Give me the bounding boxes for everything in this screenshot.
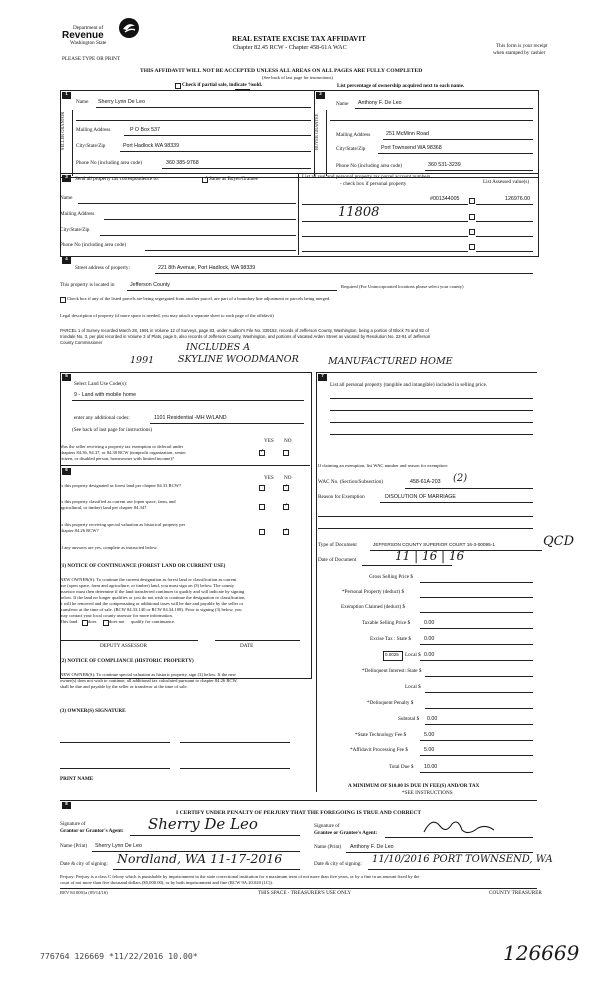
parcel-number[interactable]: #001344005 — [430, 196, 460, 202]
total-due-value[interactable]: 10.00 — [424, 764, 438, 770]
section-8-badge: 8 — [62, 802, 71, 809]
does-not-label: does not — [109, 619, 125, 624]
receipt-note-1: This form is your receipt — [496, 43, 548, 49]
buyer-name-label: Name — [336, 101, 349, 107]
grantor-sig-label-2: Grantor or Grantor's Agent: — [60, 828, 124, 834]
owner-signature-label: (3) OWNER(S) SIGNATURE — [60, 708, 126, 714]
deputy-date-label: DATE — [240, 643, 254, 649]
dept-line2: Revenue — [62, 30, 104, 41]
notice-continuance-title: (1) NOTICE OF CONTINUANCE (FOREST LAND OR CURRENT USE) — [60, 563, 226, 569]
treasurer-space-label: THIS SPACE - TREASURER'S USE ONLY — [258, 890, 352, 896]
corr-city-label: City/State/Zip — [60, 227, 90, 233]
gross-label: Gross Selling Price $ — [369, 574, 413, 580]
located-label: This property is located in — [60, 282, 115, 288]
minimum-due-note: A MINIMUM OF $10.00 IS DUE IN FEE(S) AND/OR TAX — [348, 783, 480, 789]
exemption-no-checkbox[interactable] — [283, 450, 289, 456]
perjury-line-2: court of not more than five thousand dollars ($5,000.00), or by both imprisonment and fine (RCW 9A.20.020 (1C)). — [60, 880, 274, 885]
d-yes-header: YES — [264, 475, 274, 481]
taxable-value[interactable]: 0.00 — [424, 620, 435, 626]
county-treasurer-label: COUNTY TREASURER — [489, 890, 542, 896]
see-instructions-note: *SEE INSTRUCTIONS — [402, 790, 453, 796]
grantee-sig-label-1: Signature of — [314, 823, 340, 829]
notice2-p1: NEW OWNER(S): To continue special valuation as historic property, sign (3) below. If the new — [60, 672, 236, 677]
street-label: Street address of property: — [75, 265, 130, 271]
legal-note: Legal description of property (if more space is needed, you may attach a separate sheet to each page of the affidavit) — [60, 313, 274, 318]
required-note: Required (For Unincorporated locations please select your county) — [341, 284, 464, 289]
additional-codes-label: enter any additional codes: — [74, 415, 130, 421]
seller-name-label: Name — [76, 99, 89, 105]
seller-phone[interactable]: 360 385-9768 — [166, 160, 199, 166]
assessed-header: List Assessed value(s) — [483, 179, 530, 185]
q-yes-header: YES — [264, 438, 274, 444]
doc-type-label: Type of Document — [318, 542, 357, 548]
qualify-label: qualify for continuance. — [131, 619, 176, 624]
notice1-p2: use (open space, farm and agriculture, or timber) land, you must sign on (3) below. The county — [60, 583, 235, 588]
total-due-label: Total Due $ — [389, 764, 414, 770]
section-4-badge: 4 — [62, 257, 71, 264]
historic-yes-checkbox[interactable] — [259, 529, 265, 535]
county-select[interactable]: Jefferson County — [130, 282, 170, 288]
notice1-p1: NEW OWNER(S): To continue the current designation as forest land or classification as current — [60, 577, 237, 582]
exemption-deduct-label: Exemption Claimed (deduct) $ — [341, 604, 406, 610]
additional-codes[interactable]: 1101 Residential -MH W/LAND — [154, 415, 227, 421]
current-use-q-line1: Is this property classified as current use (open space, farm, and — [60, 499, 176, 504]
sold-label: sold. — [252, 82, 263, 88]
land-use-code[interactable]: 9 - Land with mobile home — [74, 392, 137, 398]
grantor-name-print-label: Name (Print) — [60, 843, 88, 849]
perjury-line-1: Perjury: Perjury is a class C felony which is punishable by imprisonment in the state correctional institution for a maximum term of not more than five years, or by a fine in an amount fixed by the — [60, 874, 420, 879]
legal-line-3: County Commissioner — [60, 340, 103, 345]
this-land-label: This land — [60, 619, 78, 624]
recording-stamp: 776764 126669 *11/22/2016 10.00* — [40, 951, 198, 961]
current-use-yes-checkbox[interactable] — [259, 504, 265, 510]
excise-state-label: Excise Tax : State $ — [370, 636, 412, 642]
notice1-p4: below. If the land no longer qualifies or you do not wish to continue the designation or classification, — [60, 595, 246, 600]
list-percentage-note: List percentage of ownership acquired next to each name. — [337, 83, 465, 89]
same-as-buyer-label: Same as Buyer/Grantee — [209, 176, 258, 182]
personal-property-label: List all personal property (tangible and intangible) included in selling price. — [330, 382, 488, 388]
exemption-note: If claiming an exemption, list WAC number and reason for exemption: — [318, 463, 448, 468]
print-name-label: PRINT NAME — [60, 776, 94, 782]
handwritten-manufactured: MANUFACTURED HOME — [328, 356, 453, 367]
section-7-badge: 7 — [318, 374, 327, 381]
state-tech-fee-value[interactable]: 5.00 — [424, 732, 435, 738]
state-tech-fee-label: *State Technology Fee $ — [355, 732, 407, 738]
parcel-header-1: List all real and personal property tax parcel account numbers — [302, 174, 431, 180]
deputy-assessor-label: DEPUTY ASSESSOR — [100, 643, 147, 649]
buyer-side-label: BUYER GRANTEE — [314, 113, 319, 150]
handwritten-year: 1991 — [130, 355, 155, 366]
q-no-header: NO — [284, 438, 292, 444]
section-6-badge: 6 — [62, 468, 71, 475]
exemption-q-line2: chapters 84.36, 84.37, or 84.38 RCW (nonprofit organization, senior — [60, 450, 186, 455]
parcel-checkbox-2[interactable] — [469, 214, 475, 220]
wac-label: WAC No. (Section/Subsection) — [318, 479, 383, 485]
forest-yes-checkbox[interactable] — [259, 485, 265, 491]
seller-name[interactable]: Sherry Lynn De Leo — [98, 99, 145, 105]
buyer-city[interactable]: Port Townsend WA 98368 — [381, 145, 442, 151]
parcel-checkbox-4[interactable] — [469, 244, 475, 250]
buyer-phone[interactable]: 360 531-3239 — [428, 162, 461, 168]
affidavit-page: Department of Revenue Washington State PLEASE TYPE OR PRINT REAL ESTATE EXCISE TAX AFFIDAVIT Chapter 82.45 RCW - Chapter 458-61A WAC This form is your receipt when stamped by cashier THIS AFFIDAVIT WILL NOT BE ACCEPTED UNLESS ALL AREAS ON ALL PAGES ARE FULLY COMPLETED (See back of last page for instructions) Check if partial sale, indicate % sold. List percentage of ownership acquired next to each name. 1 SELLER GRANTOR Name Sherry Lynn De Leo Mailing Address P O Box 537 City/State/Zip Port Hadlock WA 98339 Phone No (including area code) 360 385-9768 2 BUYER GRANTEE Name Anthony F. De Leo Mailing Address 251 McMinn Road City/State/Zip Port Townsend WA 98368 Phone No (including area code) 360 531-3239 3 Send all property tax correspondence to: ✓ Same as Buyer/Grantee Name Mailing Address City/State/Zip Phone No (including area code) List all real and personal property tax parcel account numbers - check box if personal property List Assessed value(s) #001344005 126976.00 11808 4 Street address of property: 221 8th Avenue, Port Hadlock, WA 98339 This property is located in Jefferson County Required (For Unincorporated locations please select your county) Check box if any of the listed parcels are being segregated from another parcel, are part of a boundary line adjustment or parcels being merged. Legal description of property (if more space is needed, you may attach a separate sheet to each page of the affidavit) PARCEL 1 of Survey recorded March 28, 1991 in Volume 12 of Surveys, page 83, under Auditor's File No. 339152, records of Jefferson County, Washington, being a portion of Block 75 and 82 of Irondale No. 3, per plat recorded in Volume 3 of Plats, page 5, also records of Jefferson County, Washington, and portions of vacated Arden Street as vacated by Resolution No. 22-91 of Jefferson County Commissioner INCLUDES A 1991 SKYLINE WOODMANOR MANUFACTURED HOME 5 Select Land Use Code(s): 9 - Land with mobile home enter any additional codes: 1101 Residential -MH W/LAND (See back of last page for instructions) YES NO Was the seller receiving a property tax exemption or deferral under chapters 84.36, 84.37, or 84.38 RCW (nonprofit organization, senior citizen, or disabled person, homeowner with limited income)? ✓ 6 YES NO Is this property designated as forest land per chapter 84.33 RCW? ✓ Is this property classified as current use (open space, farm, and agricultural, or timber) land per chapter 84.34? ✓ Is this property receiving special valuation as historical property per chapter 84.26 RCW? ✓ If any answers are yes, complete as instructed below. (1) NOTICE OF CONTINUANCE (FOREST LAND OR CURRENT USE) NEW OWNER(S): To continue the current designation as forest land or classification as current use (open space, farm and agriculture, or timber) land, you must sign on (3) below. The county assessor must then determine if the land transferred continues to qualify and will indicate by signing below. If the land no longer qualifies or you do not wish to continue the designation or classification, it will be removed and the compensating or additional taxes will be due and payable by the seller or transferor at the time of sale. (RCW 84.33.140 or RCW 84.34.108). Prior to signing (3) below, you may contact your local county assessor for more information. This land does does not qualify for continuance. DEPUTY ASSESSOR DATE (2) NOTICE OF COMPLIANCE (HISTORIC PROPERTY) NEW OWNER(S): To continue special valuation as historic property, sign (3) below. If the new owner(s) does not wish to continue, all additional tax calculated pursuant to chapter 84.26 RCW, shall be due and payable by the seller or transferor at the time of sale. (3) OWNER(S) SIGNATURE PRINT NAME 7 List all personal property (tangible and intangible) included in selling price. If claiming an exemption, list WAC number and reason for exemption: WAC No. (Section/Subsection) 458-61A-203 (2) Reason for Exemption DISOLUTION OF MARRIAGE Type of Document JEFFERSON COUNTY SUPERIOR COURT 16-3-00095-1 QCD Date of Document 11 | 16 | 16 Gross Selling Price $ *Personal Property (deduct) $ Exemption Claimed (deduct) $ Taxable Selling Price $ 0.00 Excise Tax : State $ 0.00 0.0025 Local $ 0.00 *Delinquent Interest: State $ Local $ *Delinquent Penalty $ Subtotal $ 0.00 *State Technology Fee $ 5.00 *Affidavit Processing Fee $ 5.00 Total Due $ 10.00 A MINIMUM OF $10.00 IS DUE IN FEE(S) AND/OR TAX *SEE INSTRUCTIONS 8 I CERTIFY UNDER PENALTY OF PERJURY THAT THE FOREGOING IS TRUE AND CORRECT Signature of Grantor or Grantor's Agent: Sherry De Leo Signature of Grantee or Grantee's Agent: Name (Print) Sherry Lynn De Leo Name (Print) Anthony F. De Leo Date & city of signing: Nordland, WA 11-17-2016 Date & city of signing: 11/10/2016 PORT TOWNSEND, WA Perjury: Perjury is a class C felony which is punishable by imprisonment in the state correctional institution for a maximum term of not more than five years, or by a fine in an amount fixed by the court of not more than five thousand dollars ($5,000.00), or by both imprisonment and fine (RCW 9A.20.020 (1C)). REV 84 0001a (09/14/16) THIS SPACE - TREASURER'S USE ONLY COUNTY TREASURER 776764 126669 *11/22/2016 10.00* 126669 — [0, 0, 600, 996]
local2-label: Local $ — [405, 684, 421, 690]
buyer-phone-label: Phone No (including area code) — [336, 163, 402, 169]
exemption-q-line3: citizen, or disabled person, homeowner with limited income)? — [60, 456, 174, 461]
wac-number[interactable]: 458-61A-203 — [410, 479, 441, 485]
grantee-name-print[interactable]: Anthony F. De Leo — [350, 844, 394, 850]
wac-handwritten: (2) — [453, 473, 468, 484]
taxable-label: Taxable Selling Price $ — [362, 620, 411, 626]
corr-name-label: Name — [60, 195, 73, 201]
receipt-note-2: when stamped by cashier — [493, 50, 546, 56]
segregated-checkbox[interactable] — [60, 297, 66, 303]
seller-city[interactable]: Port Hadlock WA 98339 — [123, 143, 180, 149]
local-label: Local $ — [405, 652, 421, 658]
partial-sale-label: Check if partial sale, indicate % — [182, 82, 254, 88]
grantee-date-city: 11/10/2016 PORT TOWNSEND, WA — [372, 854, 553, 865]
see-back-note: (See back of last page for instructions) — [262, 75, 333, 80]
d-no-header: NO — [284, 475, 292, 481]
seller-phone-label: Phone No (including area code) — [76, 160, 142, 166]
affidavit-fee-label: *Affidavit Processing Fee $ — [350, 747, 408, 753]
segregated-note: Check box if any of the listed parcels are being segregated from another parcel, are part of a boundary line adjustment or parcels being merged. — [67, 296, 331, 301]
legal-line-1: PARCEL 1 of Survey recorded March 28, 1991 in Volume 12 of Surveys, page 83, under Auditor's File No. 339152, records of Jefferson County, Washington, being a portion of Block 75 and 82 of — [60, 328, 429, 333]
historic-q-line1: Is this property receiving special valuation as historical property per — [60, 522, 186, 527]
handwritten-file-number: 126669 — [503, 941, 580, 965]
delinquent-interest-label: *Delinquent Interest: State $ — [362, 668, 422, 674]
buyer-city-label: City/State/Zip — [336, 146, 366, 152]
partial-sale-checkbox[interactable] — [175, 83, 181, 89]
seller-mailing-label: Mailing Address — [76, 127, 111, 133]
legal-line-2: Irondale No. 3, per plat recorded in Volume 3 of Plats, page 5, also records of Jefferson County, Washington, and portions of vacated Arden Street as vacated by Resolution No. 22-91 of Jefferson — [60, 334, 431, 339]
seller-city-label: City/State/Zip — [76, 143, 106, 149]
street-address[interactable]: 221 8th Avenue, Port Hadlock, WA 98339 — [158, 265, 256, 271]
dept-line1: Department of — [73, 25, 104, 31]
reason-label: Reason for Exemption — [318, 494, 365, 500]
corr-phone-label: Phone No (including area code) — [60, 242, 126, 248]
grantor-signature: Sherry De Leo — [148, 815, 258, 833]
notice1-p6: transferor at the time of sale. (RCW 84.33.140 or RCW 84.34.108). Prior to signing (3) below, you — [60, 607, 242, 612]
subtotal-value[interactable]: 0.00 — [427, 716, 438, 722]
grantor-sig-label-1: Signature of — [60, 821, 86, 827]
grantee-date-city-label: Date & city of signing: — [314, 861, 362, 867]
section-2-badge: 2 — [316, 92, 325, 99]
exemption-q-line1: Was the seller receiving a property tax exemption or deferral under — [60, 444, 184, 449]
personal-deduct-label: *Personal Property (deduct) $ — [342, 589, 405, 595]
parcel-header-2: - check box if personal property — [340, 181, 407, 187]
seller-side-label: SELLER GRANTOR — [60, 111, 65, 150]
assessed-value[interactable]: 126976.00 — [505, 196, 531, 202]
land-use-select-label: Select Land Use Code(s): — [74, 381, 128, 387]
buyer-name[interactable]: Anthony F. De Leo — [358, 100, 402, 106]
warning-text: THIS AFFIDAVIT WILL NOT BE ACCEPTED UNLESS ALL AREAS ON ALL PAGES ARE FULLY COMPLETED — [140, 68, 423, 74]
grantor-date-city: Nordland, WA 11-17-2016 — [117, 851, 283, 866]
buyer-mailing[interactable]: 251 McMinn Road — [386, 131, 429, 137]
notice2-p2: owner(s) does not wish to continue, all additional tax calculated pursuant to chapter 84.26 RCW, — [60, 678, 238, 683]
handwritten-includes: INCLUDES A — [186, 342, 251, 353]
parcel-checkbox-3[interactable] — [469, 229, 475, 235]
doc-type-handwritten: QCD — [543, 534, 575, 549]
correspondence-box — [60, 173, 539, 257]
handwritten-parcel: 11808 — [338, 205, 380, 220]
section-1-badge: 1 — [62, 92, 71, 99]
corr-mailing-label: Mailing Address — [60, 211, 95, 217]
grantor-date-city-label: Date & city of signing: — [60, 861, 108, 867]
grantor-name-print[interactable]: Sherry Lynn De Leo — [95, 843, 142, 849]
grantee-sig-label-2: Grantee or Grantee's Agent: — [314, 830, 378, 836]
form-title: REAL ESTATE EXCISE TAX AFFIDAVIT — [232, 35, 366, 43]
historic-q-line2: chapter 84.26 RCW? — [60, 528, 99, 533]
if-yes-note: If any answers are yes, complete as instructed below. — [60, 545, 158, 550]
doc-date-handwritten: 11 | 16 | 16 — [395, 549, 465, 563]
current-use-q-line2: agricultural, or timber) land per chapter 84.34? — [60, 505, 147, 510]
grantee-signature-icon — [418, 814, 498, 838]
correspondence-label: Send all property tax correspondence to: — [75, 176, 159, 182]
local-value[interactable]: 0.00 — [424, 652, 435, 658]
delinquent-penalty-label: *Delinquent Penalty $ — [367, 700, 414, 706]
exemption-reason[interactable]: DISOLUTION OF MARRIAGE — [385, 494, 456, 500]
subtotal-label: Subtotal $ — [398, 716, 420, 722]
section-3-badge: 3 — [62, 175, 71, 182]
notice2-p3: shall be due and payable by the seller or transferor at the time of sale. — [60, 684, 188, 689]
affidavit-fee-value[interactable]: 5.00 — [424, 747, 435, 753]
land-use-see-back: (See back of last page for instructions) — [72, 427, 153, 433]
notice1-p7: may contact your local county assessor for more information. — [60, 613, 173, 618]
forest-q: Is this property designated as forest land per chapter 84.33 RCW? — [60, 483, 182, 488]
revenue-logo-icon — [118, 17, 140, 39]
buyer-mailing-label: Mailing Address — [336, 132, 371, 138]
rev-number: REV 84 0001a (09/14/16) — [60, 890, 108, 895]
print-note: PLEASE TYPE OR PRINT — [62, 56, 120, 62]
notice1-p5: it will be removed and the compensating or additional taxes will be due and payable by the seller or — [60, 601, 244, 606]
does-label: does — [88, 619, 97, 624]
parcel-personal-checkbox[interactable] — [469, 198, 475, 204]
notice-compliance-title: (2) NOTICE OF COMPLIANCE (HISTORIC PROPERTY) — [60, 658, 194, 664]
form-chapter: Chapter 82.45 RCW - Chapter 458-61A WAC — [233, 44, 347, 51]
doc-date-label: Date of Document — [318, 557, 357, 563]
grantee-name-print-label: Name (Print) — [314, 844, 342, 850]
section-5-badge: 5 — [62, 374, 71, 381]
local-rate: 0.0025 — [385, 652, 399, 657]
certify-statement: I CERTIFY UNDER PENALTY OF PERJURY THAT THE FOREGOING IS TRUE AND CORRECT — [176, 810, 422, 816]
handwritten-skyline: SKYLINE WOODMANOR — [178, 354, 299, 365]
seller-mailing[interactable]: P O Box 537 — [130, 127, 160, 133]
doc-type[interactable]: JEFFERSON COUNTY SUPERIOR COURT 16-3-00095-1 — [373, 542, 495, 547]
notice1-p3: assessor must then determine if the land transferred continues to qualify and will indicate by signing — [60, 589, 245, 594]
dept-line3: Washington State — [70, 40, 107, 46]
excise-state-value[interactable]: 0.00 — [424, 636, 435, 642]
